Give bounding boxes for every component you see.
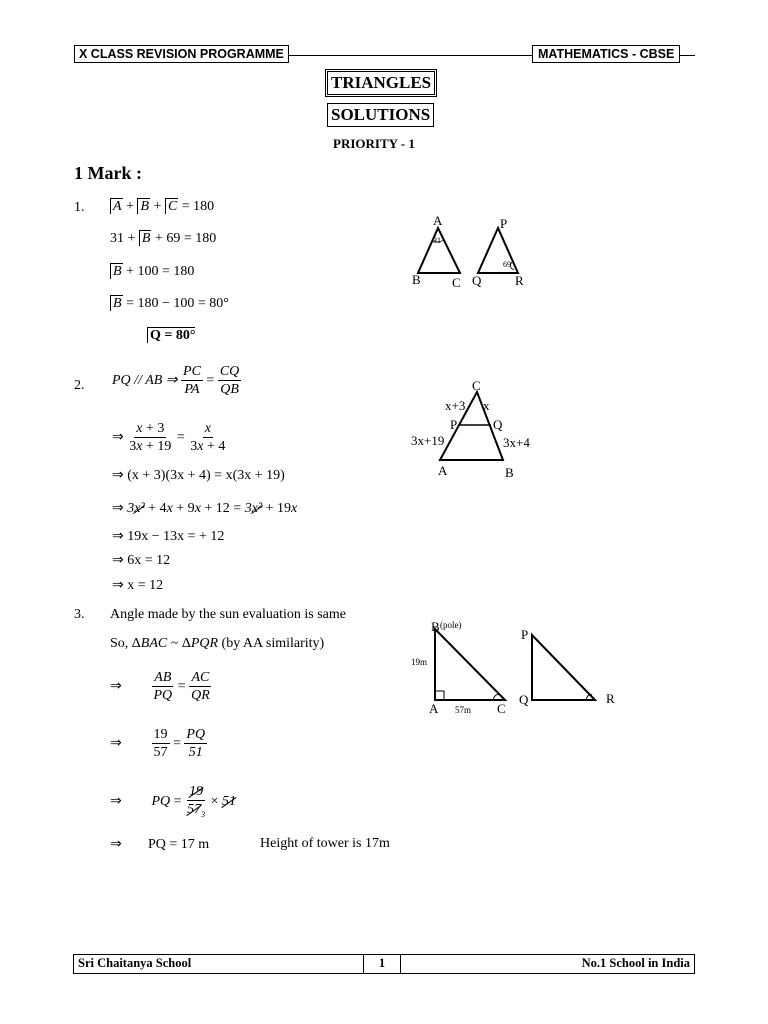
q1-number: 1.	[74, 200, 85, 215]
q2-line2: ⇒ $\frac{x + 3}{3x + 19}$ = $\frac{x}{3x + 4}$	[112, 421, 226, 455]
q3-figure	[405, 615, 630, 720]
q2-fig-P: P	[450, 417, 458, 432]
q3-fig-19m: 19m	[411, 657, 428, 667]
q2-fig-x3: x+3	[445, 398, 466, 413]
q2-line4: ⇒ 3x² + 4x + 9x + 12 = 3x² + 19x	[112, 501, 298, 516]
q3-number: 3.	[74, 607, 85, 622]
q2-line1: PQ // AB ⇒ $\frac{PC}{PA}$ = $\frac{CQ}{QB}$	[112, 364, 240, 398]
q1-fig-P: P	[500, 216, 508, 231]
q3-fig-P: P	[521, 627, 529, 642]
q3-fig-57m: 57m	[455, 705, 472, 715]
footer-page-number: 1	[378, 956, 386, 970]
q1-line1: A + B + C = 180	[110, 199, 214, 215]
q1-fig-B: B	[412, 272, 421, 287]
q1-line2: 31 + B + 69 = 180	[110, 231, 217, 246]
q2-fig-x: x	[483, 398, 490, 413]
q2-fig-3x19: 3x+19	[411, 433, 445, 448]
q3-fig-C: C	[497, 701, 506, 716]
q3-line3: ⇒ $\frac{AB}{PQ}$ = $\frac{AC}{QR}$	[110, 670, 210, 704]
footer-right: No.1 School in India	[581, 956, 690, 970]
q3-fig-B: B	[431, 619, 440, 634]
q2-number: 2.	[74, 378, 85, 393]
q1-fig-A: A	[433, 213, 443, 228]
header-left: X CLASS REVISION PROGRAMME	[74, 45, 289, 63]
q2-fig-C: C	[472, 378, 481, 393]
q1-line4: B = 180 − 100 = 80°	[110, 296, 229, 312]
q2-line7: ⇒ x = 12	[112, 578, 164, 593]
footer-page-cell	[363, 955, 401, 973]
q3-result: PQ = 17 m	[148, 837, 210, 852]
q3-line1: Angle made by the sun evaluation is same	[110, 607, 346, 622]
q1-line2-b: + 69 = 180	[154, 231, 217, 246]
q3-line2: So, ΔBAC ~ ΔPQR (by AA similarity)	[110, 636, 325, 651]
header-right: MATHEMATICS - CBSE	[532, 45, 680, 63]
q2-fig-3x4: 3x+4	[503, 435, 530, 450]
q1-answer-text: Q = 80°	[147, 327, 195, 343]
q3-fig-A: A	[429, 701, 439, 716]
q3-fig-Q: Q	[519, 692, 529, 707]
q1-line4-text: = 180 − 100 = 80°	[126, 296, 229, 311]
q2-line5: ⇒ 19x − 13x = + 12	[112, 529, 225, 544]
footer-left: Sri Chaitanya School	[78, 956, 192, 970]
q3-line5: ⇒ PQ = $\frac{19}{57_3}$ × 51	[110, 784, 236, 820]
q1-fig-31: 31	[433, 236, 441, 245]
q1-fig-69: 69	[503, 260, 511, 269]
q3-fig-pole: (pole)	[440, 620, 462, 630]
q3-line2-text: (by AA similarity)	[221, 636, 325, 651]
priority-label: PRIORITY - 1	[333, 136, 415, 151]
q1-answer	[147, 328, 195, 344]
q2-fig-B: B	[505, 465, 514, 480]
q1-line3: B + 100 = 180	[110, 264, 194, 280]
q2-line3: ⇒ (x + 3)(3x + 4) = x(3x + 19)	[112, 468, 285, 483]
q2-line1-text: PQ // AB ⇒	[112, 373, 178, 389]
q1-line3-text: + 100 = 180	[126, 264, 195, 279]
q2-figure	[405, 378, 545, 483]
section-heading: 1 Mark :	[74, 163, 142, 183]
q3-fig-R: R	[606, 691, 615, 706]
q3-line4: ⇒ $\frac{19}{57}$ = $\frac{PQ}{51}$	[110, 727, 206, 761]
q3-note: Height of tower is 17m	[260, 836, 390, 851]
q1-line2-a: 31 +	[110, 231, 136, 246]
q1-fig-C: C	[452, 275, 461, 290]
q2-fig-A: A	[438, 463, 448, 478]
q1-figure	[400, 210, 540, 295]
page-subtitle: SOLUTIONS	[327, 103, 434, 127]
q2-fig-Q: Q	[493, 417, 503, 432]
page-title: TRIANGLES	[327, 71, 435, 95]
q3-line6: ⇒ PQ = 17 m	[110, 837, 210, 852]
q1-fig-R: R	[515, 273, 524, 288]
q2-line6: ⇒ 6x = 12	[112, 553, 171, 568]
footer	[73, 954, 695, 974]
q1-fig-Q: Q	[472, 273, 482, 288]
